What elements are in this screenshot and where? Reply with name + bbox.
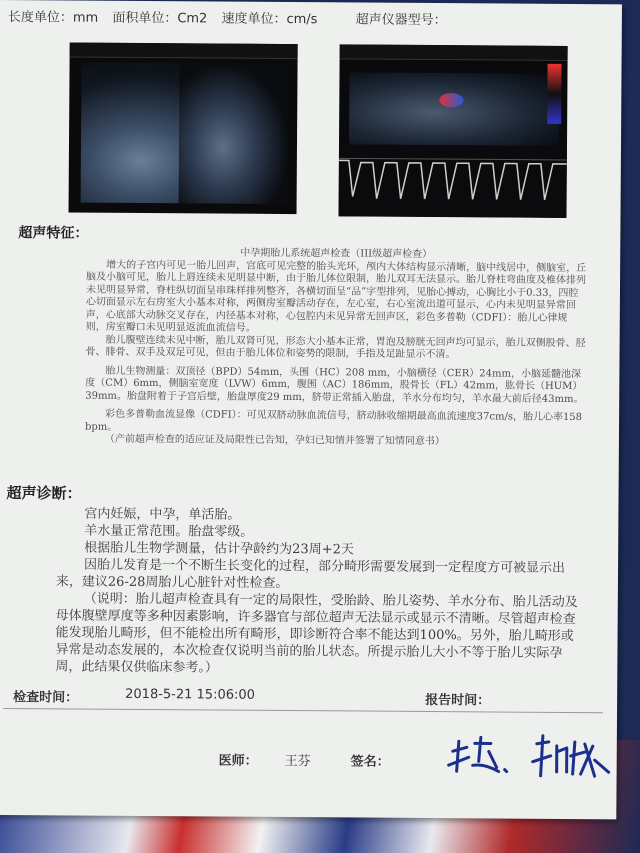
doctor-name: 王芬	[284, 754, 311, 770]
diagnosis-line-1: 宫内妊娠，中孕，单活胎。	[84, 506, 241, 523]
exam-time-value: 2018-5-21 15:06:00	[125, 686, 256, 703]
report-time-label: 报告时间：	[425, 692, 491, 709]
diagnosis-line-4: 因胎儿发育是一个不断生长变化的过程，部分畸形需要发展到一定程度方可被显示出来，建议26-28周胎儿心脏针对性检查。	[55, 557, 566, 592]
units-header	[8, 6, 457, 28]
diagnosis-body	[55, 505, 586, 679]
device-model: 超声仪器型号：	[355, 12, 447, 29]
features-para-2: 胎儿腹壁连续未见中断，胎儿双肾可见，形态大小基本正常，胃泡及膀胱无回声均可显示，胎儿双侧股骨、胫骨、腓骨、双手及双足可见，但由于胎儿体位和姿势的限制，手指及足趾显示不清。	[85, 334, 586, 361]
length-unit: 长度单位：mm	[7, 10, 99, 26]
diagnosis-line-2: 羊水量正常范围。胎盘零级。	[84, 523, 254, 540]
diagnosis-line-5: （说明：胎儿超声检查具有一定的局限性，受胎龄、胎儿姿势、羊水分布、胎儿活动及母体腹壁厚度等多种因素影响，许多器官与部位超声无法显示或显示不清晰。尽管超声检查能发现胎儿畸形，但不能检出所有畸形，即诊断符合率不能达到100%。另外，胎儿畸形或异常是动态发展的，本次检查仅说明当前的胎儿状态。所提示胎儿大小不等于胎儿实际孕周，此结果仅供临床参考。）	[55, 591, 578, 676]
color-scale-bar	[547, 64, 561, 124]
features-para-3: 胎儿生物测量：双顶径（BPD）54mm，头围（HC）208 mm，小脑横径（CER）24mm，小脑延髓池深度（CM）6mm，侧脑室宽度（LVW）6mm，腹围（AC）186mm，股骨长（FL）42mm，肱骨长（HUM）39mm。胎盘附着于子宫后壁，胎盘厚度29 mm，脐带正常插入胎盘，羊水分布均匀，羊水最大前后径43mm。	[85, 365, 584, 405]
features-para-5: （产前超声检查的适应证及局限性已告知，孕妇已知情并签署了知情同意书）	[104, 433, 445, 448]
diagnosis-heading: 超声诊断：	[6, 484, 82, 503]
handwritten-signature	[445, 731, 615, 784]
signature-label: 签名：	[350, 754, 390, 770]
color-flow-icon	[439, 93, 463, 107]
divider	[3, 708, 603, 713]
features-title: 中孕期胎儿系统超声检查（III级超声检查）	[240, 247, 433, 261]
exam-time-label: 检查时间：	[13, 690, 79, 706]
diagnosis-line-3: 根据胎儿生物学测量，估计孕龄约为23周+2天	[84, 540, 354, 558]
doppler-waveform	[338, 144, 566, 218]
features-para-4: 彩色多普勒血流显像（CDFI）：可见双脐动脉血流信号，脐动脉收缩期最高血流速度37cm/s，胎儿心率158 bpm。	[84, 408, 583, 433]
features-heading: 超声特征：	[18, 225, 89, 242]
ultrasound-image-doppler	[338, 44, 567, 218]
doctor-label: 医师：	[218, 753, 258, 769]
features-para-1: 增大的子宫内可见一胎儿回声，宫底可见完整的胎头光环，颅内大体结构显示清晰，脑中线居中，侧脑室，丘脑及小脑可见，胎儿上唇连续未见明显中断，由于胎儿体位限制，胎儿双耳无法显示。胎儿脊柱弯曲度及椎体排列未见明显异常，脊柱纵切面呈串珠样排列整齐，各横切面呈“品”字型排列，见胎心搏动，心胸比小于0.33，四腔心切面显示左右房室大小基本对称，两侧房室瓣活动存在，左心室，右心室流出道可显示，心内未见明显异常回声，心底部大动脉交叉存在，内径基本对称，心包腔内未见异常无回声区，彩色多普勒（CDFI）：胎儿心律规则，房室瓣口未见明显返流血流信号。	[85, 259, 587, 334]
features-body	[85, 247, 586, 450]
area-unit: 面积单位：Cm2	[112, 10, 208, 27]
speed-unit: 速度单位：cm/s	[221, 11, 318, 28]
ultrasound-image-left	[69, 42, 298, 214]
